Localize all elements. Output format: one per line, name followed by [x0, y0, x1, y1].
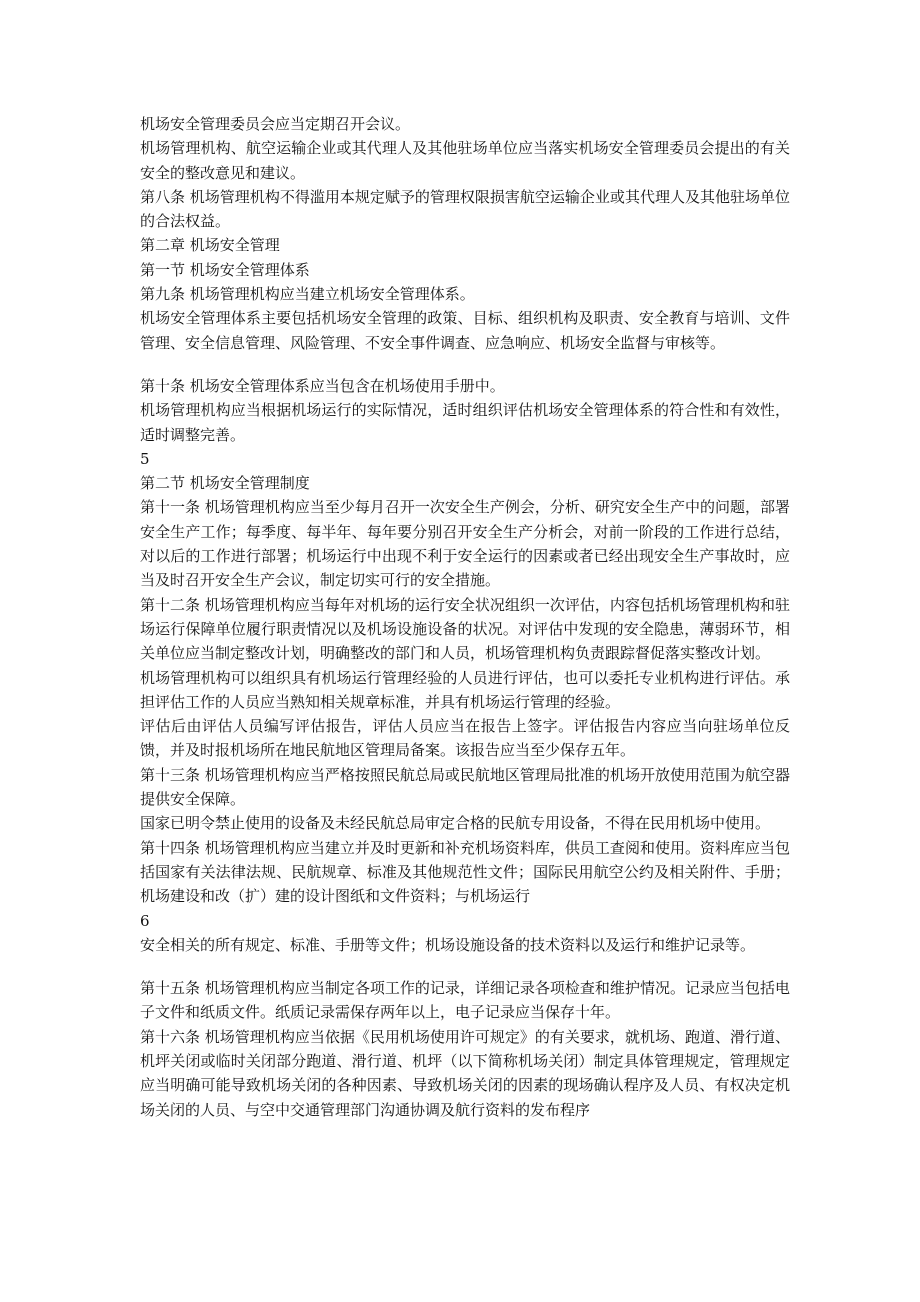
paragraph-gap [140, 957, 790, 976]
article-16: 第十六条 机场管理机构应当依据《民用机场使用许可规定》的有关要求，就机场、跑道、滑行道、机坪关闭或临时关闭部分跑道、滑行道、机坪（以下简称机场关闭）制定具体管理规定，管理规定应当明确可能导致机场关闭的各种因素、导致机场关闭的因素的现场确认程序及人员、有权决定机场关闭的人员、与空中交通管理部门沟通协调及航行资料的发布程序 [140, 1027, 790, 1119]
article-15: 第十五条 机场管理机构应当制定各项工作的记录，详细记录各项检查和维护情况。记录应当包括电子文件和纸质文件。纸质记录需保存两年以上，电子记录应当保存十年。 [140, 979, 790, 1022]
paragraph: 安全相关的所有规定、标准、手册等文件；机场设施设备的技术资料以及运行和维护记录等。 [140, 935, 756, 954]
paragraph: 评估后由评估人员编写评估报告，评估人员应当在报告上签字。评估报告内容应当向驻场单位反馈，并及时报机场所在地民航地区管理局备案。该报告应当至少保存五年。 [140, 717, 790, 760]
paragraph: 机场安全管理体系主要包括机场安全管理的政策、目标、组织机构及职责、安全教育与培训、文件管理、安全信息管理、风险管理、不安全事件调查、应急响应、机场安全监督与审核等。 [140, 309, 790, 352]
page-number: 6 [140, 911, 150, 930]
article-13: 第十三条 机场管理机构应当严格按照民航总局或民航地区管理局批准的机场开放使用范围为航空器提供安全保障。 [140, 765, 790, 809]
article-14: 第十四条 机场管理机构应当建立并及时更新和补充机场资料库，供员工查阅和使用。资料库应当包括国家有关法律法规、民航规章、标准及其他规范性文件；国际民用航空公约及相关附件、手册；机场建设和改（扩）建的设计图纸和文件资料；与机场运行 [140, 838, 790, 906]
section-heading: 第二节 机场安全管理制度 [140, 474, 310, 493]
article-9: 第九条 机场管理机构应当建立机场安全管理体系。 [140, 285, 475, 304]
section-heading: 第一节 机场安全管理体系 [140, 260, 310, 279]
paragraph-gap [140, 355, 790, 374]
page-number: 5 [140, 449, 150, 468]
paragraph: 机场管理机构、航空运输企业或其代理人及其他驻场单位应当落实机场安全管理委员会提出的有关安全的整改意见和建议。 [140, 139, 790, 182]
paragraph: 国家已明令禁止使用的设备及未经民航总局审定合格的民航专用设备，不得在民用机场中使用。 [140, 814, 771, 833]
document-page [140, 112, 790, 1122]
article-12: 第十二条 机场管理机构应当每年对机场的运行安全状况组织一次评估，内容包括机场管理机构和驻场运行保障单位履行职责情况以及机场设施设备的状况。对评估中发现的安全隐患，薄弱环节，相关单位应当制定整改计划，明确整改的部门和人员，机场管理机构负责跟踪督促落实整改计划。 [140, 595, 790, 663]
chapter-heading: 第二章 机场安全管理 [140, 236, 280, 255]
article-8: 第八条 机场管理机构不得滥用本规定赋予的管理权限损害航空运输企业或其代理人及其他驻场单位的合法权益。 [140, 187, 790, 231]
paragraph: 机场安全管理委员会应当定期召开会议。 [140, 115, 411, 133]
article-10: 第十条 机场安全管理体系应当包含在机场使用手册中。 [140, 376, 505, 395]
paragraph: 机场管理机构应当根据机场运行的实际情况，适时组织评估机场安全管理体系的符合性和有效性，适时调整完善。 [140, 401, 790, 444]
article-11: 第十一条 机场管理机构应当至少每月召开一次安全生产例会，分析、研究安全生产中的问题，部署安全生产工作；每季度、每半年、每年要分别召开安全生产分析会，对前一阶段的工作进行总结，对以后的工作进行部署；机场运行中出现不利于安全运行的因素或者已经出现安全生产事故时，应当及时召开安全生产会议，制定切实可行的安全措施。 [140, 498, 790, 590]
paragraph: 机场管理机构可以组织具有机场运行管理经验的人员进行评估，也可以委托专业机构进行评估。承担评估工作的人员应当熟知相关规章标准，并具有机场运行管理的经验。 [140, 668, 790, 711]
